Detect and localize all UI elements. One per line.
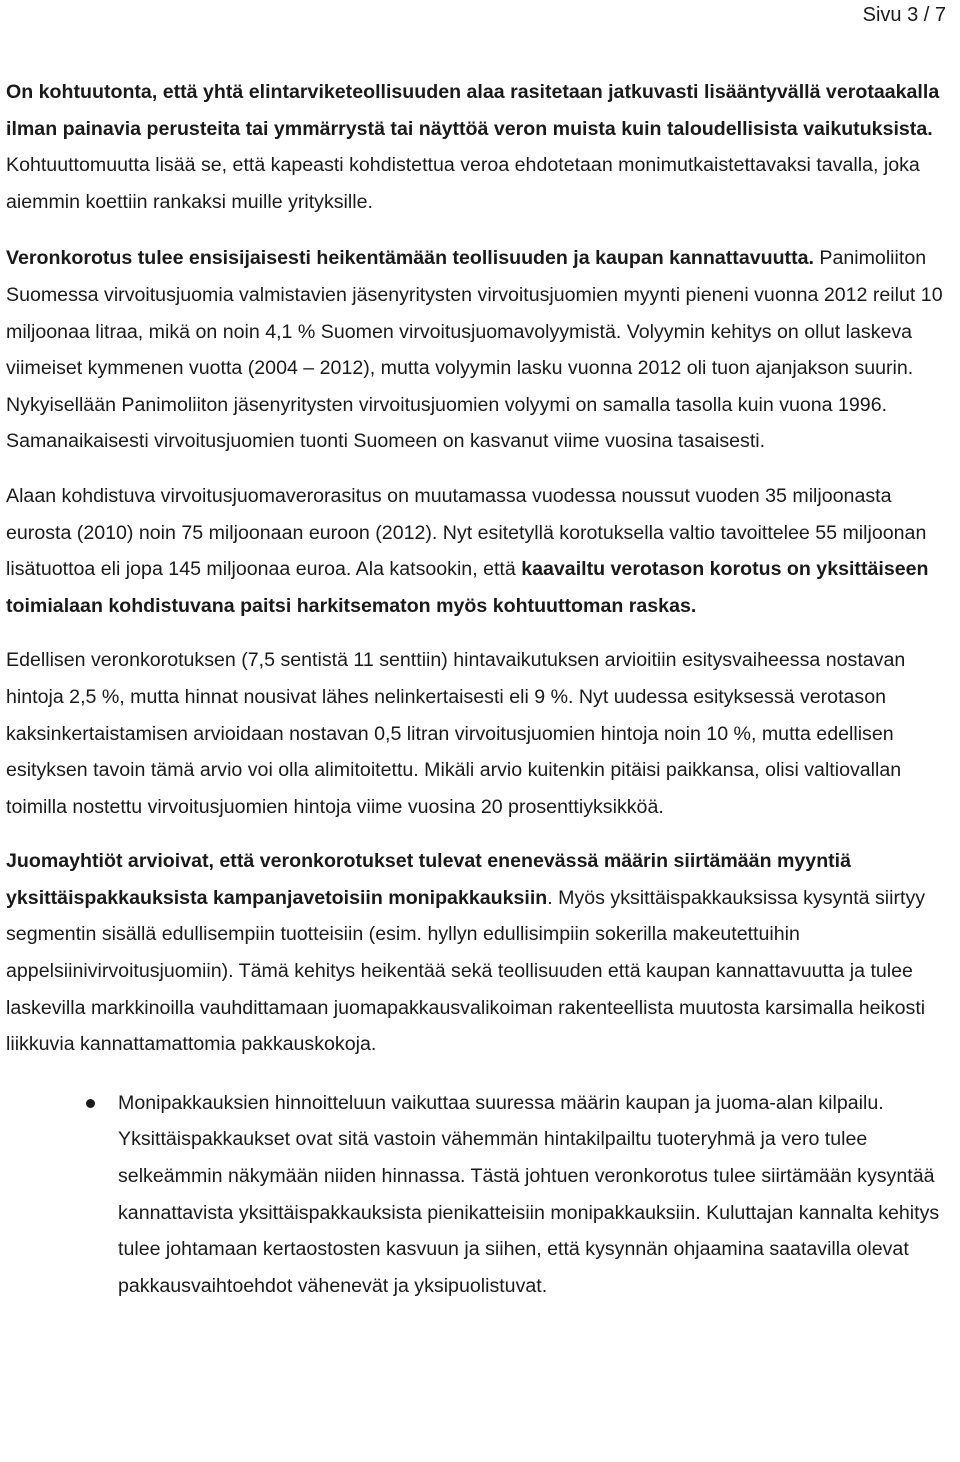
paragraph-3: [6, 478, 956, 624]
page-number: Sivu 3 / 7: [862, 4, 946, 26]
paragraph-2-text: Panimoliiton Suomessa virvoitusjuomia valmistavien jäsenyritysten virvoitusjuomien myynti pieneni vuonna 2012 reilut 10 miljoonaa litraa, mikä on noin 4,1 % Suomen virvoitusjuomavolyymistä. Volyymin kehitys on ollut laskeva viimeiset kymmenen vuotta (2004 – 2012), mutta volyymin lasku vuonna 2012 oli tuon ajanjakson suurin. Nykyisellään Panimoliiton jäsenyritysten virvoitusjuomien volyymi on samalla tasolla kuin vuona 1996. Samanaikaisesti virvoitusjuomien tuonti Suomeen on kasvanut viime vuosina tasaisesti.: [6, 247, 943, 453]
paragraph-1: [6, 74, 956, 220]
document-body: [6, 74, 956, 1304]
paragraph-5: [6, 843, 956, 1063]
paragraph-1-text: Kohtuuttomuutta lisää se, että kapeasti kohdistettua veroa ehdotetaan monimutkaistettavaksi tavalla, joka aiemmin koettiin rankaksi muille yrityksille.: [6, 154, 920, 213]
paragraph-1-bold: On kohtuutonta, että yhtä elintarviketeollisuuden alaa rasitetaan jatkuvasti lisääntyvällä verotaakalla ilman painavia perusteita tai ymmärrystä tai näyttöä veron muista kuin taloudellisista vaikutuksista.: [6, 81, 940, 140]
paragraph-5-bold: Juomayhtiöt arvioivat, että veronkorotukset tulevat enenevässä määrin siirtämään myyntiä yksittäispakkauksista kampanjavetoisiin monipakkauksiin: [6, 850, 852, 909]
paragraph-4-text: Edellisen veronkorotuksen (7,5 sentistä 11 senttiin) hintavaikutuksen arvioitiin esitysvaiheessa nostavan hintoja 2,5 %, mutta hinnat nousivat lähes nelinkertaisesti eli 9 %. Nyt uudessa esityksessä verotason kaksinkertaistamisen arvioidaan nostavan 0,5 litran virvoitusjuomien hintoja noin 10 %, mutta edellisen esityksen tavoin tämä arvio voi olla alimitoitettu. Mikäli arvio kuitenkin pitäisi paikkansa, olisi valtiovallan toimilla nostettu virvoitusjuomien hintoja viime vuosina 20 prosenttiyksikköä.: [6, 649, 906, 818]
paragraph-3-text: Alaan kohdistuva virvoitusjuomaverorasitus on muutamassa vuodessa noussut vuoden 35 miljoonasta eurosta (2010) noin 75 miljoonaan euroon (2012). Nyt esitetyllä korotuksella valtio tavoittelee 55 miljoonan lisätuottoa eli jopa 145 miljoonaa euroa. Ala katsookin, että: [6, 484, 927, 581]
paragraph-5-text: . Myös yksittäispakkauksissa kysyntä siirtyy segmentin sisällä edullisempiin tuotteisiin (esim. hyllyn edullisimpiin sokerilla makeutettuihin appelsiinivirvoitusjuomiin). Tämä kehitys heikentää sekä teollisuuden että kaupan kannattavuutta ja tulee laskevilla markkinoilla vauhdittamaan juomapakkausvalikoiman rakenteellista muutosta karsimalla heikosti liikkuvia kannattamattomia pakkauskokoja.: [6, 886, 926, 1056]
paragraph-2-bold: Veronkorotus tulee ensisijaisesti heikentämään teollisuuden ja kaupan kannattavuutta.: [6, 247, 814, 270]
paragraph-3-bold: kaavailtu verotason korotus on yksittäiseen toimialaan kohdistuvana paitsi harkitsematon myös kohtuuttoman raskas.: [6, 558, 929, 617]
list-item: [6, 1085, 956, 1305]
bullet-icon: [86, 1099, 95, 1108]
bullet-text: Monipakkauksien hinnoitteluun vaikuttaa suuressa määrin kaupan ja juoma-alan kilpailu. Yksittäispakkaukset ovat sitä vastoin vähemmän hintakilpailtu tuoteryhmä ja vero tulee selkeämmin näkymään niiden hinnassa. Tästä johtuen veronkorotus tulee siirtämään kysyntää kannattavista yksittäispakkauksista pienikatteisiin monipakkauksiin. Kuluttajan kannalta kehitys tulee johtamaan kertaostosten kasvuun ja siihen, että kysynnän ohjaamina saatavilla olevat pakkausvaihtoehdot vähenevät ja yksipuolistuvat.: [118, 1091, 940, 1297]
paragraph-2: [6, 240, 956, 460]
bullet-list: [6, 1085, 956, 1305]
paragraph-4: [6, 642, 956, 825]
